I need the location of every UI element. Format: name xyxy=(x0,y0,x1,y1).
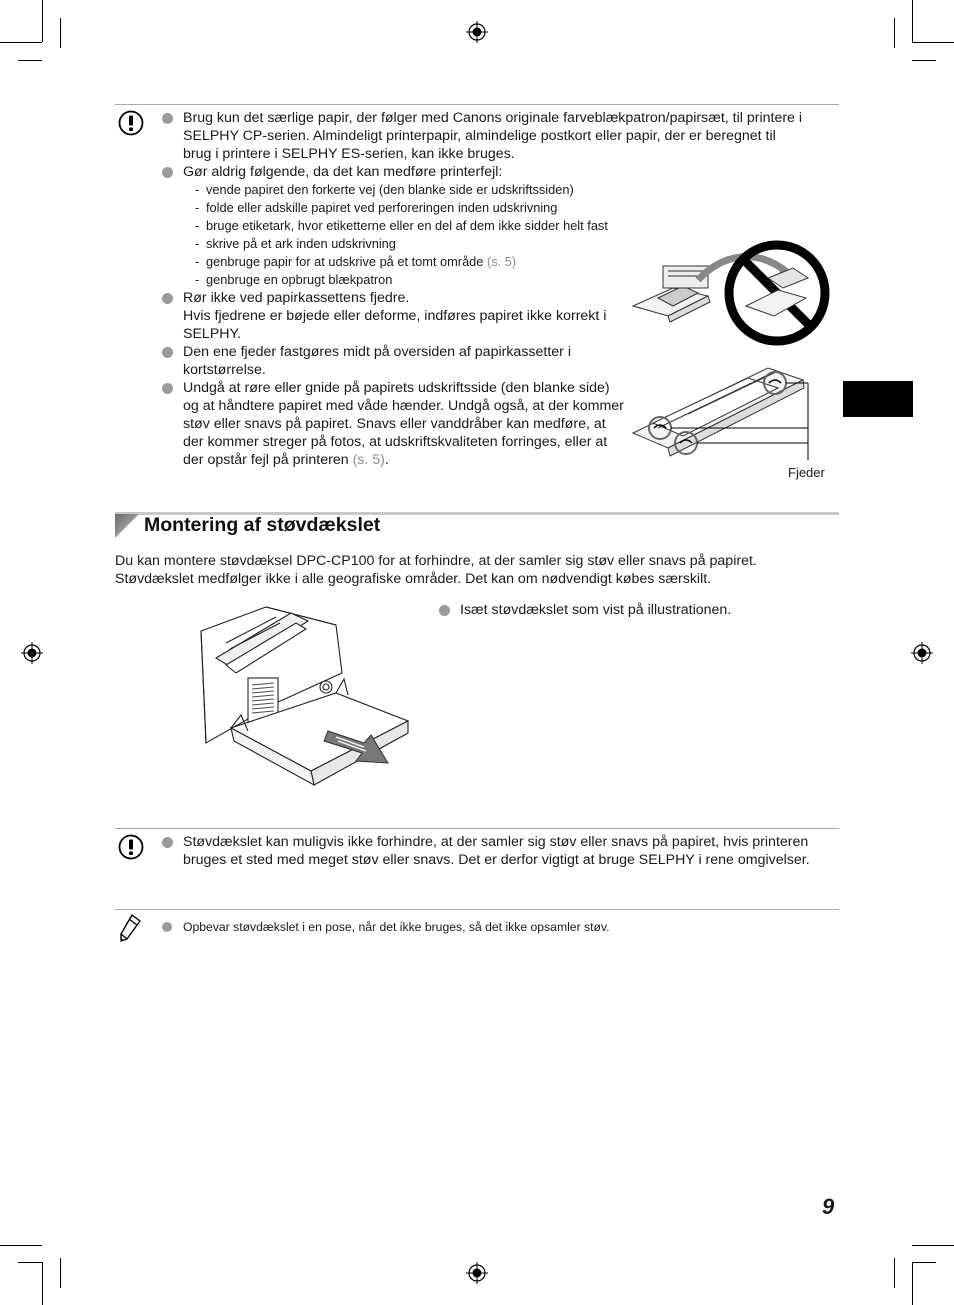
list-item: Gør aldrig følgende, da det kan medføre printerfejl: - vende papiret den forkerte vej (den blanke side er udskriftssiden) - folde eller adskille papiret ved perforeringen inden udskrivning - bruge etiketark, hvor etiketterne eller en del af dem ikke sidder helt fast - skrive på et ark inden udskrivning - genbruge papir for at udskrive på et tomt område (s. 5) - genbruge en opbrugt blækpatron xyxy=(183,163,628,289)
crop-mark xyxy=(912,42,954,43)
list-item: - bruge etiketark, hvor etiketterne eller en del af dem ikke sidder helt fast xyxy=(183,217,628,235)
paper-cassette-illustration xyxy=(628,238,833,468)
crop-mark xyxy=(894,18,895,48)
list-item: Opbevar støvdækslet i en pose, når det ikke bruges, så det ikke opsamler støv. xyxy=(183,919,833,935)
note-top-rule xyxy=(115,909,839,910)
crop-mark xyxy=(912,1262,936,1263)
registration-mark-icon xyxy=(466,1262,488,1284)
note-list xyxy=(183,919,833,935)
crop-mark xyxy=(60,1258,61,1288)
page-reference-link[interactable]: (s. 5) xyxy=(352,452,385,468)
error-cause-list xyxy=(183,181,628,289)
crop-mark xyxy=(18,1262,42,1263)
crop-mark xyxy=(912,60,936,61)
list-item: - genbruge en opbrugt blækpatron xyxy=(183,271,628,289)
registration-mark-icon xyxy=(21,642,43,664)
list-item: Rør ikke ved papirkassettens fjedre. Hvis fjedrene er bøjede eller deforme, indføres papiret ikke korrekt i SELPHY. xyxy=(183,289,628,343)
chapter-tab xyxy=(843,381,913,417)
spring-label: Fjeder xyxy=(788,465,825,480)
dust-cover-illustration xyxy=(196,603,416,793)
crop-mark xyxy=(42,0,43,42)
crop-mark xyxy=(894,1258,895,1288)
crop-mark xyxy=(42,1262,43,1305)
list-item: Isæt støvdækslet som vist på illustrationen. xyxy=(460,601,830,619)
list-item: - vende papiret den forkerte vej (den blanke side er udskriftssiden) xyxy=(183,181,628,199)
crop-mark xyxy=(0,1245,42,1246)
caution-top-rule xyxy=(115,828,839,829)
pencil-note-icon xyxy=(118,913,144,943)
list-item: Undgå at røre eller gnide på papirets udskriftsside (den blanke side) og at håndtere papiret med våde hænder. Undgå også, at der kommer støv eller snavs på papiret. Snavs eller vanddråber kan medføre, at der kommer streger på fotos, at udskriftskvaliteten forringes, eller at der opstår fejl på printeren (s. 5). xyxy=(183,379,628,469)
crop-mark xyxy=(912,1245,954,1246)
crop-mark xyxy=(912,1262,913,1305)
caution-top-rule xyxy=(115,104,839,105)
section-marker-icon xyxy=(115,514,139,538)
section-intro: Du kan montere støvdæksel DPC-CP100 for at forhindre, at der samler sig støv eller snavs på papiret. Støvdækslet medfølger ikke i alle geografiske områder. Det kan om nødvendigt købes særskilt. xyxy=(115,553,757,587)
crop-mark xyxy=(0,42,42,43)
registration-mark-icon xyxy=(466,21,488,43)
crop-mark xyxy=(912,0,913,42)
list-item: - folde eller adskille papiret ved perforeringen inden udskrivning xyxy=(183,199,628,217)
step-list xyxy=(460,601,830,619)
section-title: Montering af støvdækslet xyxy=(144,514,381,536)
registration-mark-icon xyxy=(911,642,933,664)
list-item: - genbruge papir for at udskrive på et tomt område (s. 5) xyxy=(183,253,628,271)
list-item: - skrive på et ark inden udskrivning xyxy=(183,235,628,253)
list-item: Brug kun det særlige papir, der følger med Canons originale farveblækpatron/papirsæt, til printere i SELPHY CP-serien. Almindeligt printerpapir, almindelige postkort eller papir, der er beregnet til brug i printere i SELPHY ES-serien, kan ikke bruges. xyxy=(183,109,808,163)
list-item: Den ene fjeder fastgøres midt på oversiden af papirkassetter i kortstørrelse. xyxy=(183,343,628,379)
page-number: 9 xyxy=(822,1194,835,1219)
crop-mark xyxy=(18,60,42,61)
caution-list xyxy=(183,833,833,869)
caution-icon xyxy=(118,834,144,860)
list-item: Støvdækslet kan muligvis ikke forhindre, at der samler sig støv eller snavs på papiret, hvis printeren bruges et sted med meget støv eller snavs. Det er derfor vigtigt at bruge SELPHY i rene omgivelser. xyxy=(183,833,833,869)
page-reference-link[interactable]: (s. 5) xyxy=(486,254,517,269)
caution-icon xyxy=(118,110,144,136)
crop-mark xyxy=(60,18,61,48)
